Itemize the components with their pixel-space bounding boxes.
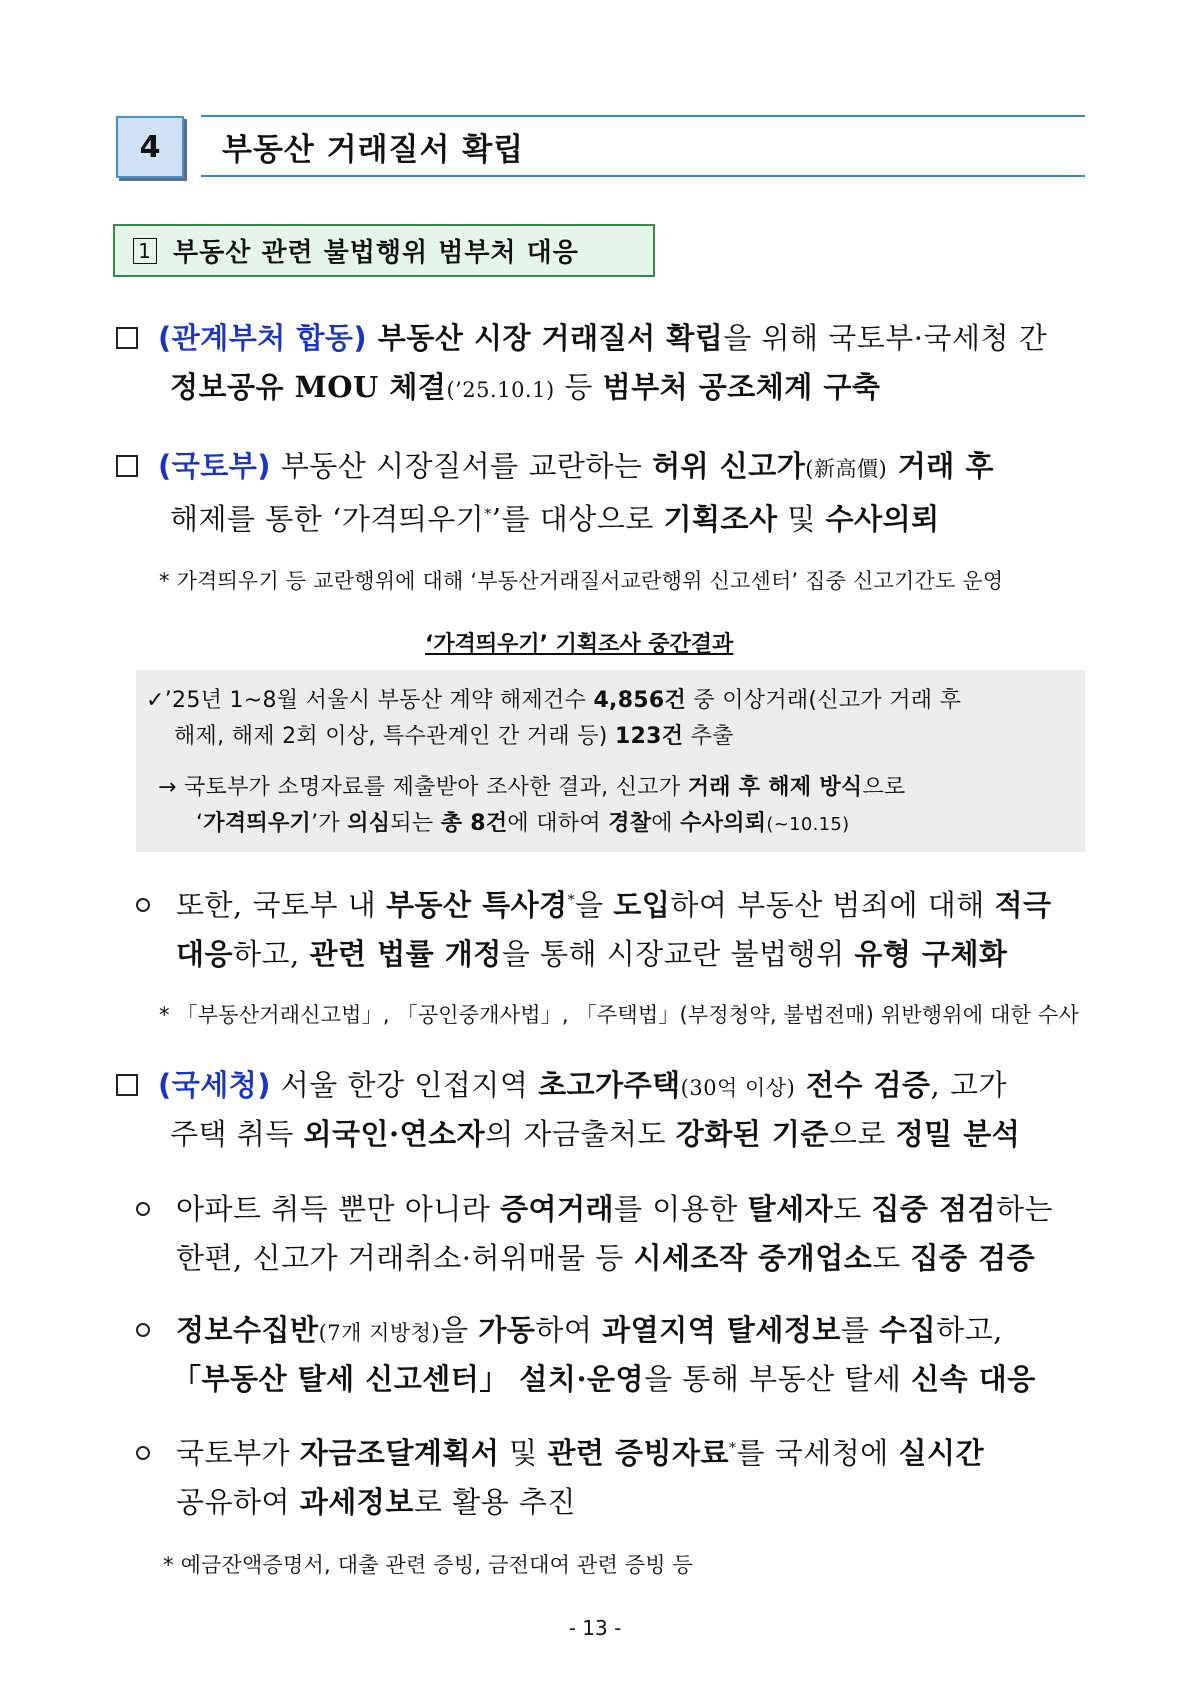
circle-bullet-icon: [136, 898, 150, 912]
square-bullet-icon: [116, 327, 138, 349]
p2-line1: (국토부) 부동산 시장질서를 교란하는 허위 신고가(新高價) 거래 후: [158, 449, 994, 483]
p7-line1: 국토부가 자금조달계획서 및 관련 증빙자료*를 국세청에 실시간: [176, 1436, 985, 1470]
square-bullet-icon: [116, 455, 138, 477]
result-line2: 해제, 해제 2회 이상, 특수관계인 간 거래 등) 123건 추출: [174, 724, 734, 749]
result-line4: ‘가격띄우기’가 의심되는 총 8건에 대하여 경찰에 수사의뢰(~10.15): [196, 811, 850, 836]
p2-line2: 해제를 통한 ‘가격띄우기*’를 대상으로 기획조사 및 수사의뢰: [170, 502, 940, 536]
arrow-icon: →: [158, 775, 177, 800]
p2-footnote: * 가격띄우기 등 교란행위에 대해 ‘부동산거래질서교란행위 신고센터’ 집중 신고기간도 운영: [159, 569, 1004, 593]
section-title: 부동산 거래질서 확립: [222, 132, 525, 168]
subsection-number: 1: [133, 238, 157, 264]
p1-line1: (관계부처 합동) 부동산 시장 거래질서 확립을 위해 국토부·국세청 간: [158, 321, 1048, 355]
section-rule-bottom: [201, 175, 1085, 177]
circle-bullet-icon: [136, 1202, 150, 1216]
page-number: - 13 -: [568, 1616, 622, 1640]
p7-footnote: * 예금잔액증명서, 대출 관련 증빙, 금전대여 관련 증빙 등: [163, 1553, 694, 1577]
p4-line1: (국세청) 서울 한강 인접지역 초고가주택(30억 이상) 전수 검증, 고가: [158, 1068, 1007, 1102]
p6-line2: 「부동산 탈세 신고센터」 설치·운영을 통해 부동산 탈세 신속 대응: [172, 1362, 1036, 1396]
p1-line2: 정보공유 MOU 체결(’25.10.1) 등 범부처 공조체계 구축: [170, 370, 881, 404]
check-icon: ✓: [146, 688, 165, 713]
subsection-title: 부동산 관련 불법행위 범부처 대응: [173, 238, 579, 268]
p6-line1: 정보수집반(7개 지방청)을 가동하여 과열지역 탈세정보를 수집하고,: [176, 1313, 1003, 1347]
p5-line1: 아파트 취득 뿐만 아니라 증여거래를 이용한 탈세자도 집중 점검하는: [176, 1192, 1054, 1226]
p7-line2: 공유하여 과세정보로 활용 추진: [176, 1485, 576, 1519]
p3-line2: 대응하고, 관련 법률 개정을 통해 시장교란 불법행위 유형 구체화: [176, 937, 1008, 971]
circle-bullet-icon: [136, 1446, 150, 1460]
p3-footnote: * 「부동산거래신고법」, 「공인중개사법」, 「주택법」(부정청약, 불법전매) 위반행위에 대한 수사: [159, 1003, 1079, 1027]
section-number: 4: [116, 116, 184, 178]
section-rule-top: [201, 115, 1085, 117]
result-line1: ✓’25년 1~8월 서울시 부동산 계약 해제건수 4,856건 중 이상거래(신고가 거래 후: [146, 688, 962, 713]
result-box-title: ‘가격띄우기’ 기획조사 중간결과: [425, 632, 734, 657]
p3-line1: 또한, 국토부 내 부동산 특사경*을 도입하여 부동산 범죄에 대해 적극: [176, 888, 1052, 922]
circle-bullet-icon: [136, 1323, 150, 1337]
result-line3: → 국토부가 소명자료를 제출받아 조사한 결과, 신고가 거래 후 해제 방식으로: [158, 775, 906, 800]
square-bullet-icon: [116, 1074, 138, 1096]
p5-line2: 한편, 신고가 거래취소·허위매물 등 시세조작 중개업소도 집중 검증: [176, 1241, 1036, 1275]
subsection-header: [113, 224, 655, 277]
p4-line2: 주택 취득 외국인·연소자의 자금출처도 강화된 기준으로 정밀 분석: [170, 1117, 1021, 1151]
